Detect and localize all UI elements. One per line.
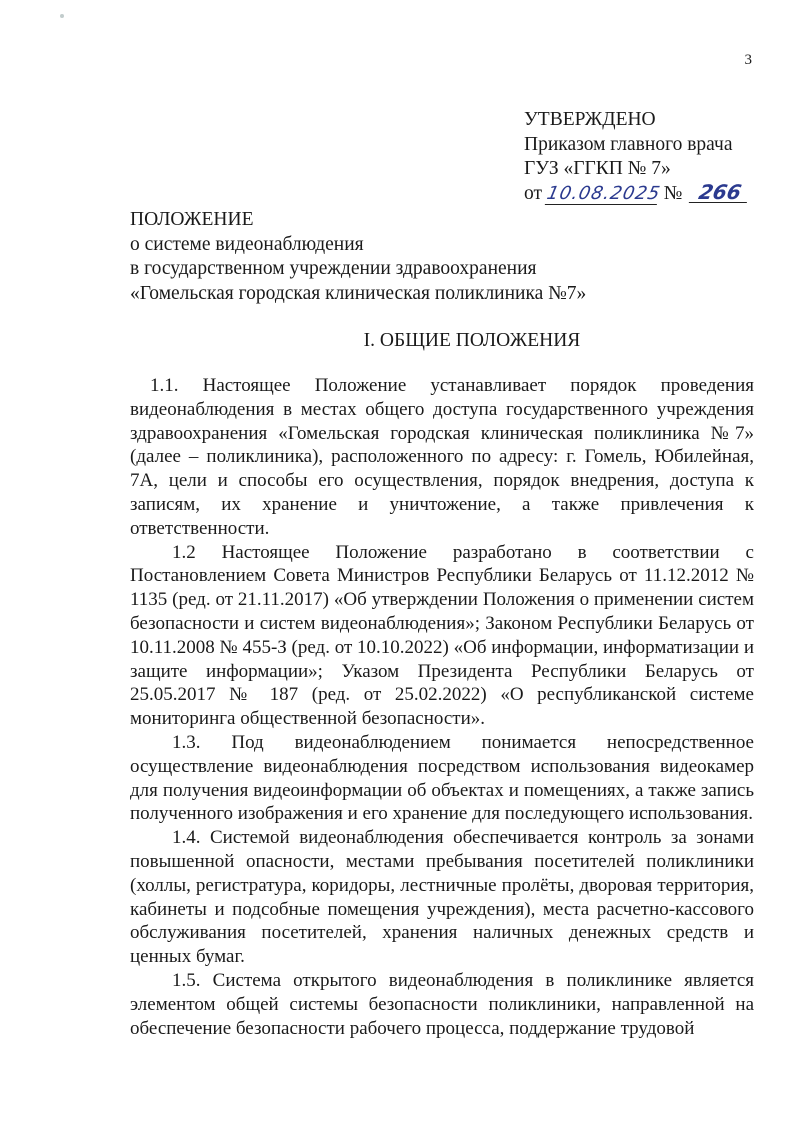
number-prefix: №	[663, 182, 683, 204]
approval-institution: ГУЗ «ГГКП № 7»	[524, 158, 671, 179]
paragraph-1-1: 1.1. Настоящее Положение устанавливает порядок проведения видеонаблюдения в местах общего доступа государственного учреждения здравоохранения «Гомельская городская клиническая поликлиника №7» (далее – поликлиника), расположенного по адресу: г. Гомель, Юбилейная, 7А, цели и способы его осуществления, порядок внедрения, доступа к записям, их хранение и уничтожение, а также привлечения к ответственности.	[130, 375, 754, 539]
document-title	[130, 208, 586, 306]
paragraph-1-3: 1.3. Под видеонаблюдением понимается непосредственное осуществление видеонаблюдения посредством использования видеокамер для получения видеоинформации об объектах и помещениях, а также запись полученного изображения и его хранение для последующего использования.	[130, 731, 754, 825]
handwritten-number: 266	[689, 182, 751, 203]
handwritten-date: 10.08.2025	[544, 182, 663, 204]
page-number: 3	[744, 52, 752, 68]
paragraph-1-4: 1.4. Системой видеонаблюдения обеспечивается контроль за зонами повышенной опасности, местами пребывания посетителей поликлиники (холлы, регистратура, коридоры, лестничные пролёты, дворовая территория, кабинеты и подсобные помещения учреждения), места расчетно-кассового обслуживания посетителей, хранения наличных денежных средств и ценных бумаг.	[130, 827, 754, 968]
date-prefix: от	[524, 182, 543, 204]
paragraph-1-2: 1.2 Настоящее Положение разработано в соответствии с Постановлением Совета Министров Республики Беларусь от 11.12.2012 № 1135 (ред. от 21.11.2017) «Об утверждении Положения о применении систем безопасности и систем видеонаблюдения»; Законом Республики Беларусь от 10.11.2008 № 455-З (ред. от 10.10.2022) «Об информации, информатизации и защите информации»; Указом Президента Республики Беларусь от 25.05.2017 № 187 (ред. от 25.02.2022) «О республиканской системе мониторинга общественной безопасности».	[130, 541, 754, 730]
title-line-1: ПОЛОЖЕНИЕ	[130, 209, 254, 230]
title-line-4: «Гомельская городская клиническая поликлиника №7»	[130, 282, 587, 304]
approval-block	[524, 108, 749, 206]
approval-heading: УТВЕРЖДЕНО	[524, 109, 656, 130]
scan-speck	[60, 14, 64, 18]
paragraph-1-5: 1.5. Система открытого видеонаблюдения в поликлинике является элементом общей системы безопасности поликлиники, направленной на обеспечение безопасности рабочего процесса, поддержание трудовой	[130, 969, 754, 1039]
section-heading: I. ОБЩИЕ ПОЛОЖЕНИЯ	[363, 330, 581, 351]
title-line-2: о системе видеонаблюдения	[130, 233, 364, 255]
title-line-3: в государственном учреждении здравоохранения	[130, 258, 537, 279]
approval-order-line: Приказом главного врача	[524, 133, 733, 155]
document-body	[130, 374, 754, 1040]
approval-date-number-line	[524, 179, 749, 207]
